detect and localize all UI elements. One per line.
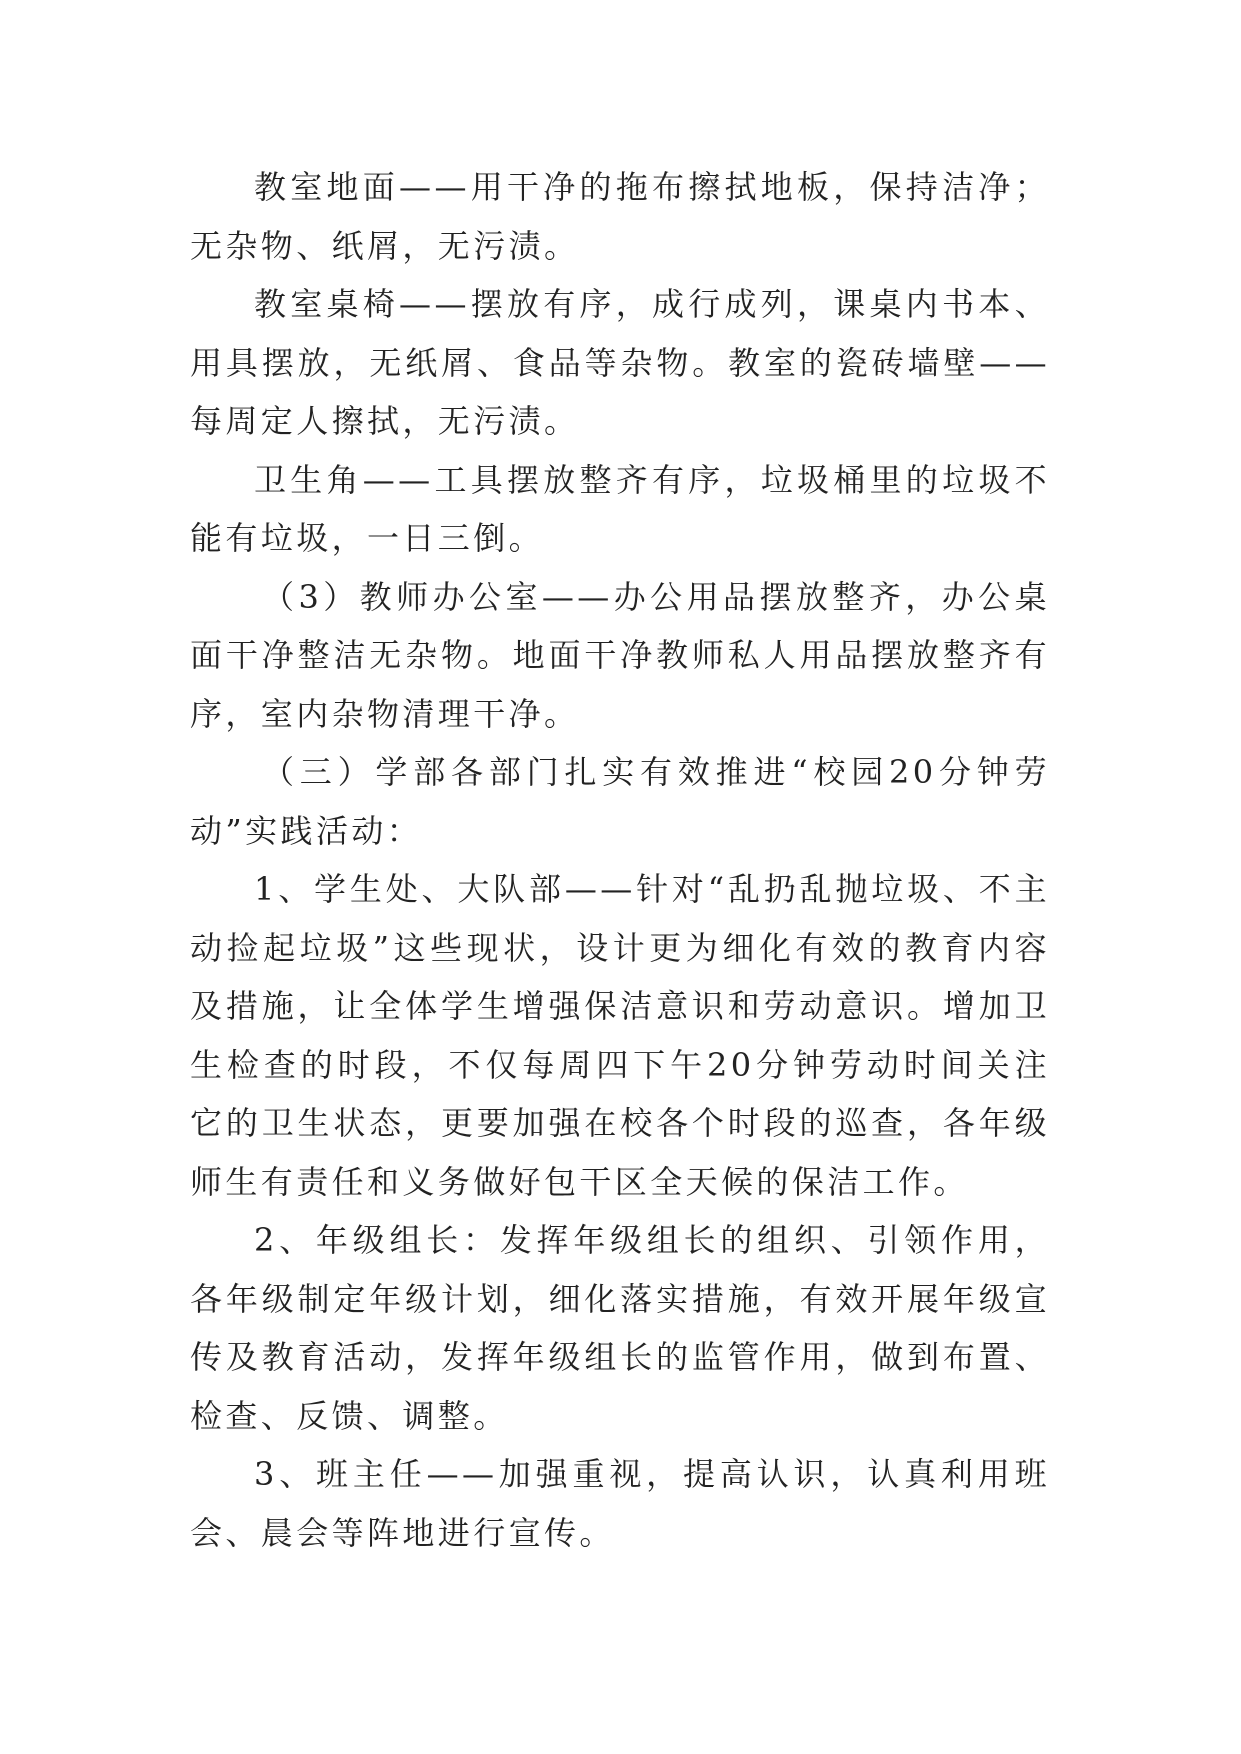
- paragraph-classroom-floor: 教室地面——用干净的拖布擦拭地板，保持洁净；无杂物、纸屑，无污渍。: [190, 168, 1050, 265]
- document-body: [190, 158, 1050, 1562]
- paragraph-grade-leader: 2、年级组长：发挥年级组长的组织、引领作用，各年级制定年级计划，细化落实措施，有效开展年级宣传及教育活动，发挥年级组长的监管作用，做到布置、检查、反馈、调整。: [190, 1221, 1050, 1435]
- paragraph-student-office: 1、学生处、大队部——针对“乱扔乱抛垃圾、不主动捡起垃圾”这些现状，设计更为细化有效的教育内容及措施，让全体学生增强保洁意识和劳动意识。增加卫生检查的时段，不仅每周四下午20分钟劳动时间关注它的卫生状态，更要加强在校各个时段的巡查，各年级师生有责任和义务做好包干区全天候的保洁工作。: [190, 870, 1050, 1201]
- paragraph-classroom-desks: 教室桌椅——摆放有序，成行成列，课桌内书本、用具摆放，无纸屑、食品等杂物。教室的瓷砖墙壁——每周定人擦拭，无污渍。: [190, 285, 1050, 440]
- paragraph-section-heading: （三）学部各部门扎实有效推进“校园20分钟劳动”实践活动：: [190, 753, 1050, 850]
- paragraph-class-teacher: 3、班主任——加强重视，提高认识，认真利用班会、晨会等阵地进行宣传。: [190, 1455, 1050, 1552]
- paragraph-teacher-office: （3）教师办公室——办公用品摆放整齐，办公桌面干净整洁无杂物。地面干净教师私人用品摆放整齐有序，室内杂物清理干净。: [190, 577, 1050, 733]
- paragraph-hygiene-corner: 卫生角——工具摆放整齐有序，垃圾桶里的垃圾不能有垃圾，一日三倒。: [190, 460, 1050, 557]
